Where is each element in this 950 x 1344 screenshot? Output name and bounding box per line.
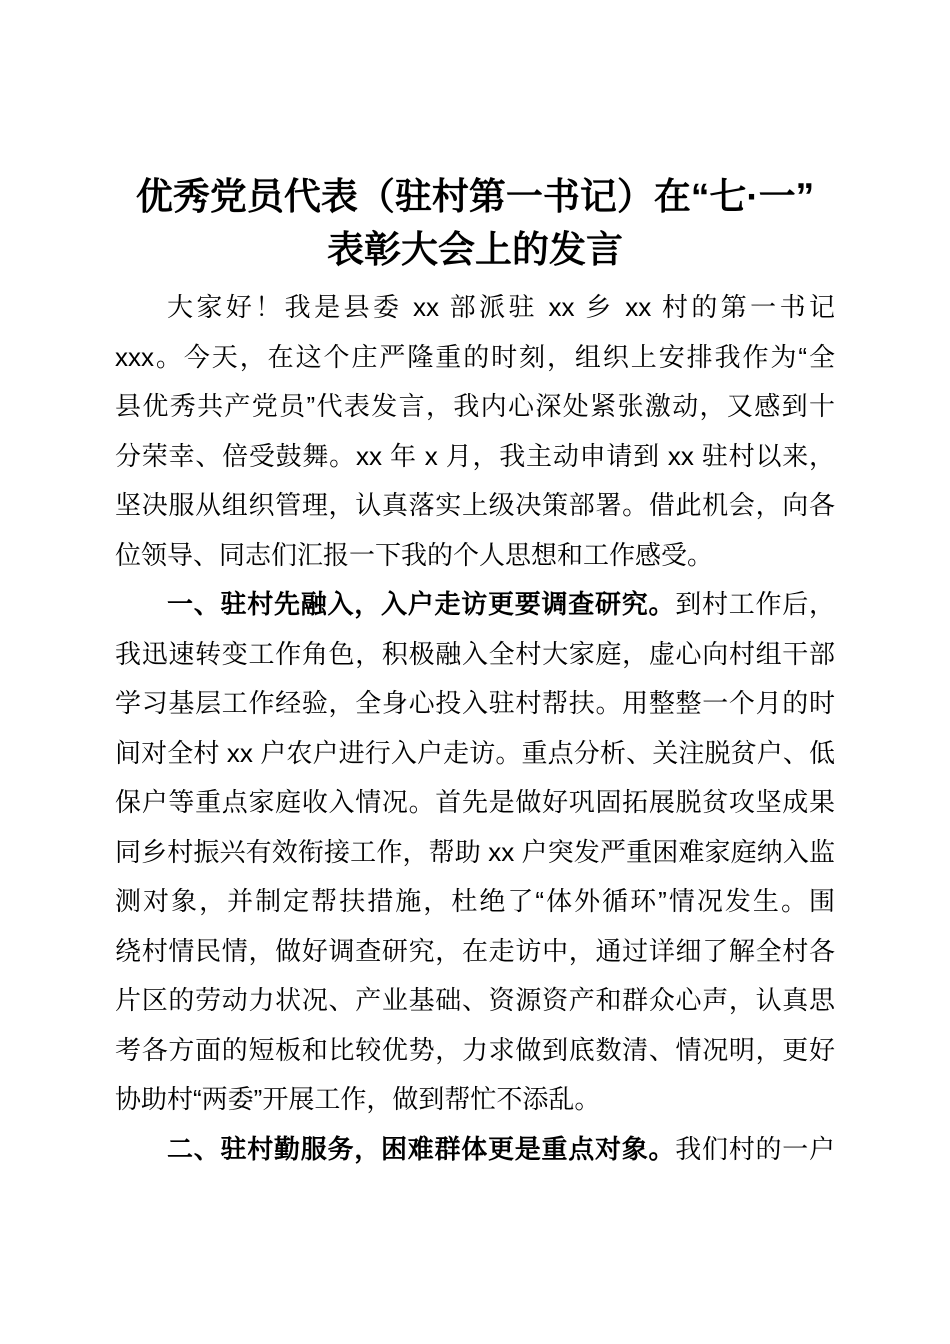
text-line bbox=[115, 828, 835, 878]
text-line bbox=[115, 432, 835, 482]
text-segment: 保户等重点家庭收入情况。首先是做好巩固拓展脱贫攻坚成果 bbox=[115, 787, 835, 817]
text-segment: 同乡村振兴有效衔接工作，帮助 xx 户突发严重困难家庭纳入监 bbox=[115, 836, 835, 867]
text-line bbox=[115, 729, 835, 779]
text-line bbox=[115, 283, 835, 333]
text-line bbox=[115, 778, 835, 828]
text-segment: 县优秀共产党员”代表发言，我内心深处紧张激动，又感到十 bbox=[115, 391, 835, 421]
bold-text-segment: 二、驻村勤服务，困难群体更是重点对象。 bbox=[167, 1133, 676, 1164]
text-line bbox=[115, 531, 835, 581]
text-segment: 我们村的一户 bbox=[675, 1133, 835, 1164]
bold-text-segment: 一、驻村先融入，入户走访更要调查研究。 bbox=[167, 589, 676, 619]
text-segment: 分荣幸、倍受鼓舞。xx 年 x 月，我主动申请到 xx 驻村以来， bbox=[115, 440, 835, 471]
text-line bbox=[115, 1125, 835, 1175]
text-line bbox=[115, 877, 835, 927]
text-line bbox=[115, 927, 835, 977]
text-segment: 测对象，并制定帮扶措施，杜绝了“体外循环”情况发生。围 bbox=[115, 886, 835, 916]
text-segment: 学习基层工作经验，全身心投入驻村帮扶。用整整一个月的时 bbox=[115, 688, 835, 718]
text-line bbox=[115, 382, 835, 432]
document-title bbox=[115, 0, 835, 276]
text-segment: 到村工作后， bbox=[675, 589, 835, 619]
text-segment: 片区的劳动力状况、产业基础、资源资产和群众心声，认真思 bbox=[115, 985, 835, 1015]
text-line bbox=[115, 481, 835, 531]
text-line bbox=[115, 1075, 835, 1125]
text-segment: 坚决服从组织管理，认真落实上级决策部署。借此机会，向各 bbox=[115, 490, 835, 520]
text-line bbox=[115, 630, 835, 680]
text-line bbox=[115, 333, 835, 383]
text-segment: 大家好！我是县委 xx 部派驻 xx 乡 xx 村的第一书记 bbox=[167, 292, 835, 322]
title-line-2: 表彰大会上的发言 bbox=[327, 229, 623, 270]
text-segment: 绕村情民情，做好调查研究，在走访中，通过详细了解全村各 bbox=[115, 935, 835, 966]
text-line bbox=[115, 580, 835, 630]
document-body bbox=[115, 283, 835, 1174]
text-segment: xxx。今天，在这个庄严隆重的时刻，组织上安排我作为“全 bbox=[115, 341, 835, 372]
text-line bbox=[115, 1026, 835, 1076]
text-segment: 协助村“两委”开展工作，做到帮忙不添乱。 bbox=[115, 1084, 601, 1114]
text-segment: 考各方面的短板和比较优势，力求做到底数清、情况明，更好 bbox=[115, 1034, 835, 1065]
text-segment: 我迅速转变工作角色，积极融入全村大家庭，虚心向村组干部 bbox=[115, 638, 835, 669]
text-line bbox=[115, 679, 835, 729]
text-segment: 位领导、同志们汇报一下我的个人思想和工作感受。 bbox=[115, 539, 714, 570]
text-line bbox=[115, 976, 835, 1026]
title-line-1: 优秀党员代表（驻村第一书记）在“七·一” bbox=[135, 176, 815, 217]
text-segment: 间对全村 xx 户农户进行入户走访。重点分析、关注脱贫户、低 bbox=[115, 737, 835, 768]
